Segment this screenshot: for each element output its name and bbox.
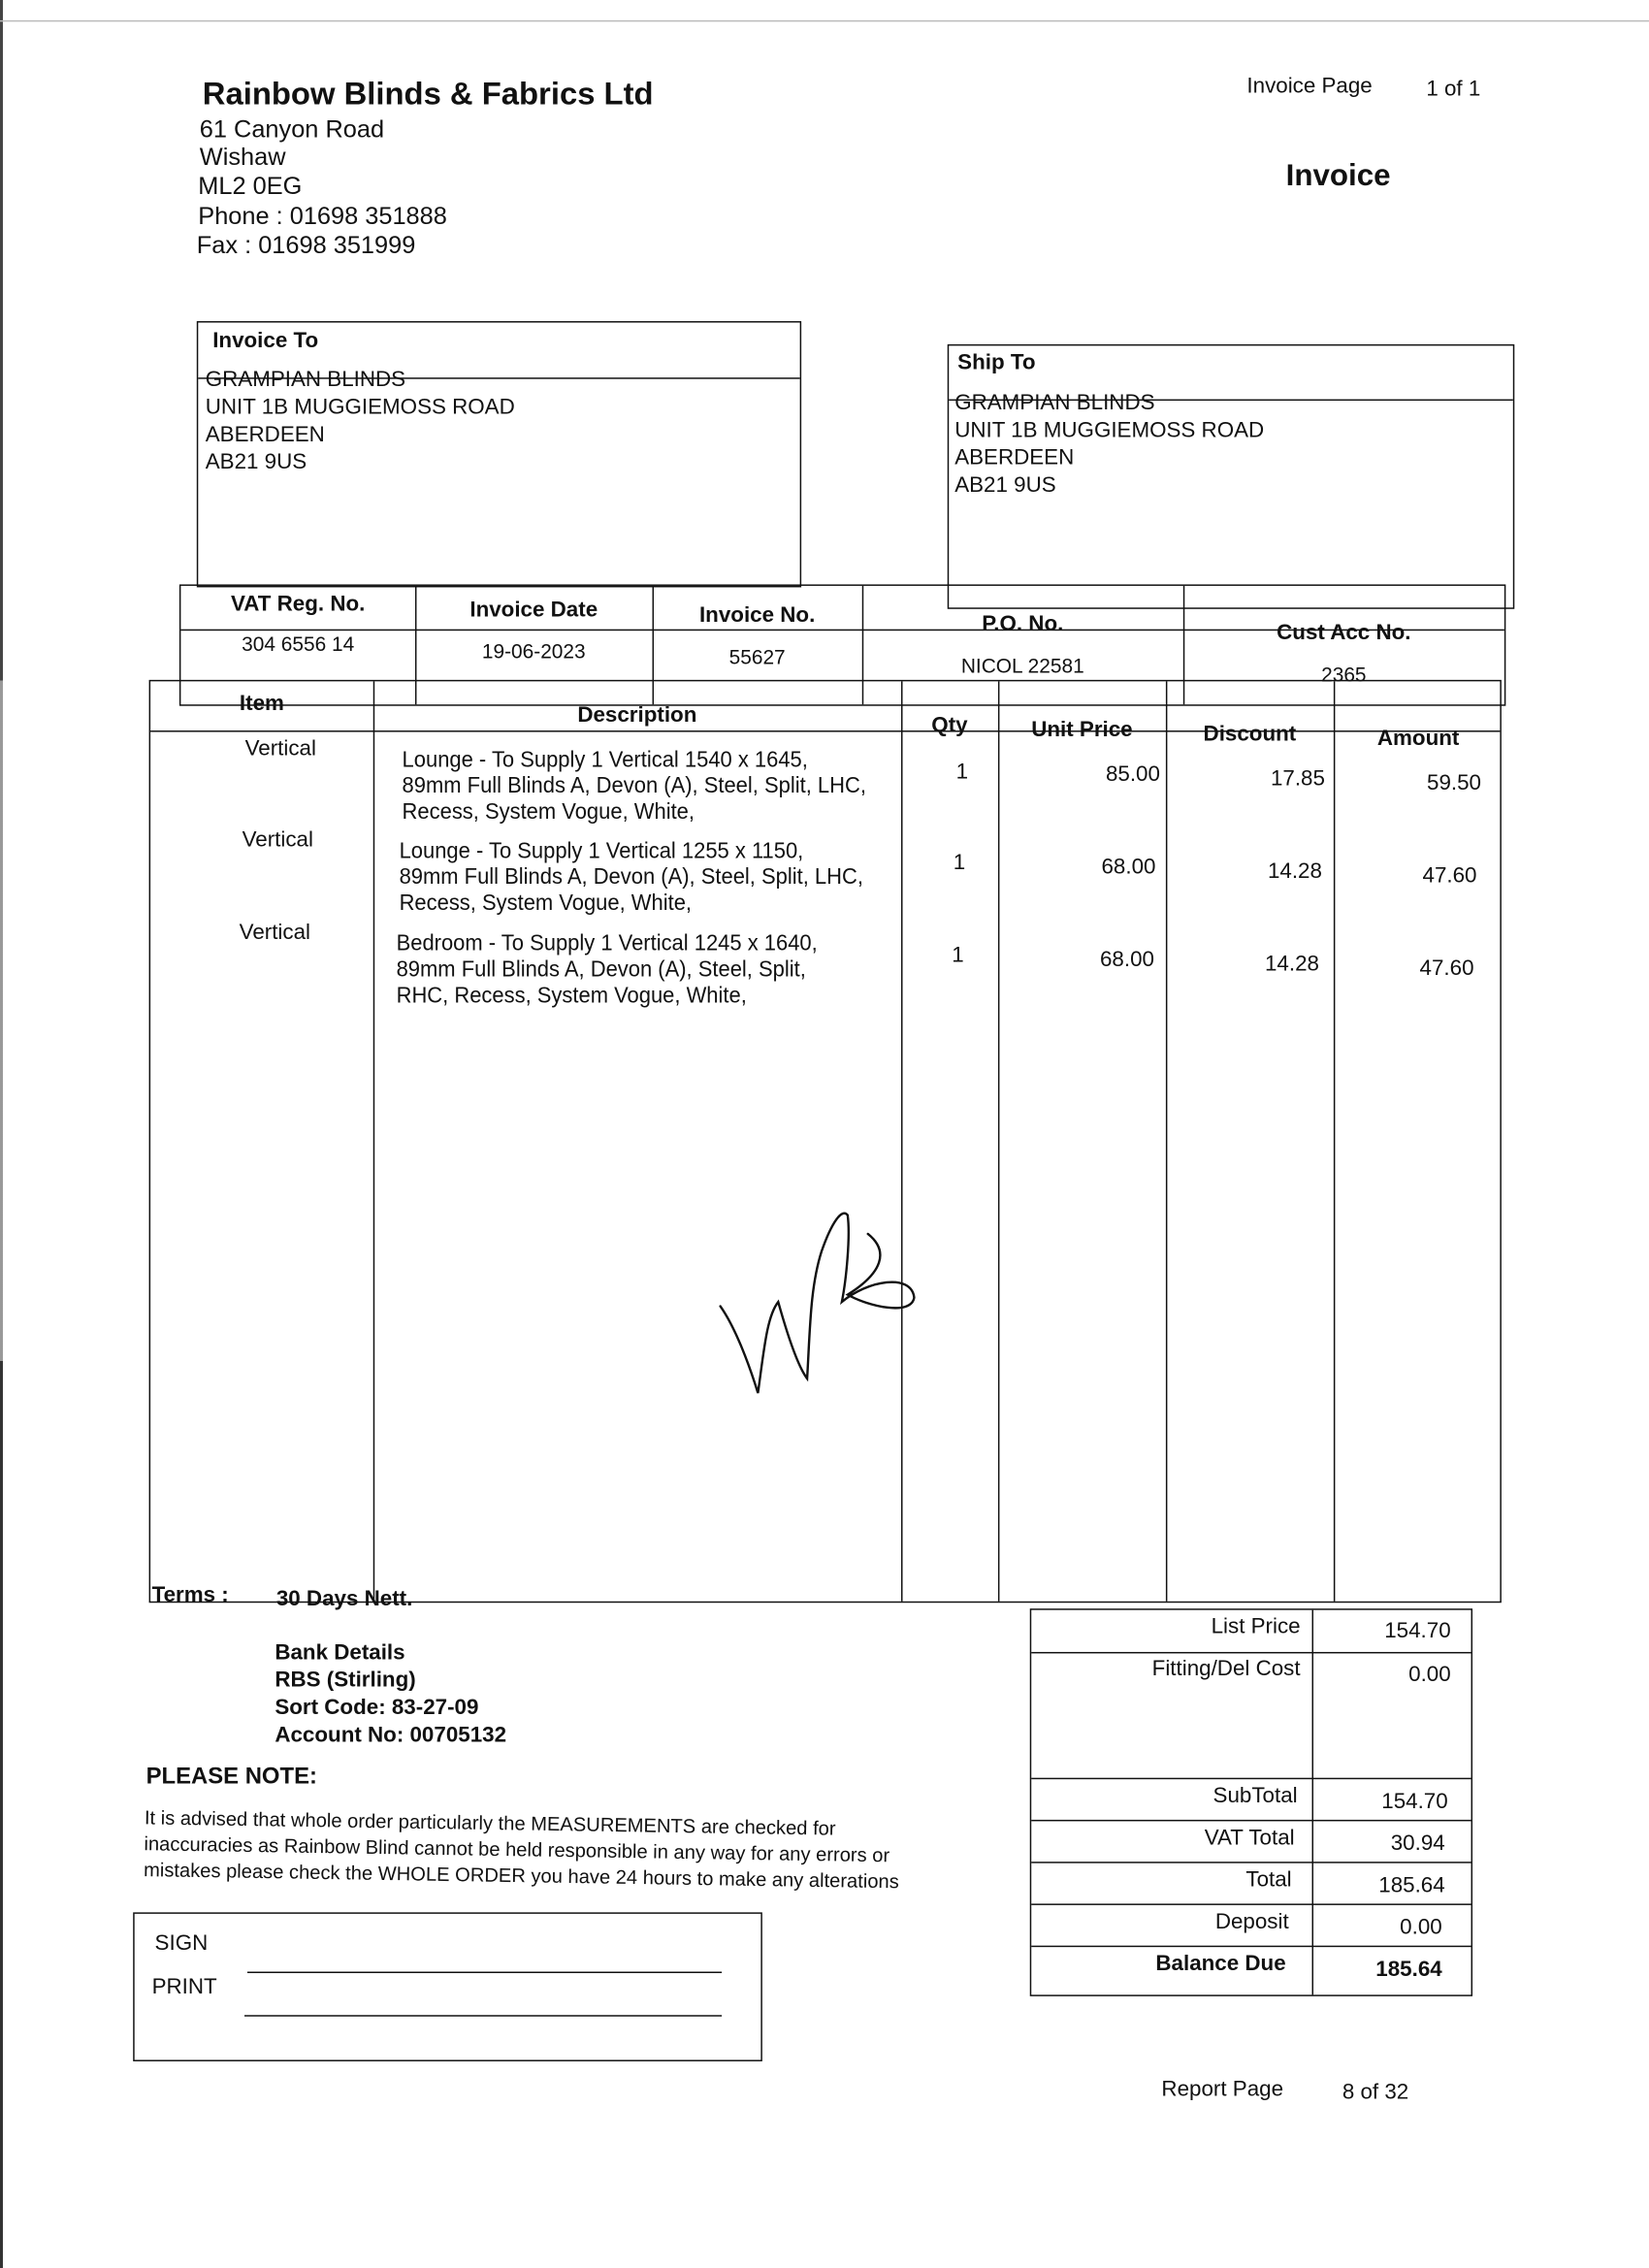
row-description: Lounge - To Supply 1 Vertical 1540 x 1645, 89mm Full Blinds A, Devon (A), Steel, Split, LHC, Recess, System Vogue, White, <box>402 747 866 825</box>
row-description: Bedroom - To Supply 1 Vertical 1245 x 1640, 89mm Full Blinds A, Devon (A), Steel, Split, RHC, Recess, System Vogue, White, <box>396 931 818 1009</box>
row-unit-price: 68.00 <box>1099 947 1154 973</box>
note-line: mistakes please check the WHOLE ORDER you have 24 hours to make any alterations <box>143 1859 899 1893</box>
vat-reg-header: VAT Reg. No. <box>231 591 366 617</box>
vat-total-value: 30.94 <box>1390 1831 1445 1857</box>
row-amount: 47.60 <box>1419 956 1474 982</box>
cust-acc-header: Cust Acc No. <box>1277 620 1411 646</box>
bank-details-title: Bank Details <box>275 1640 405 1666</box>
company-address-1: 61 Canyon Road <box>199 115 385 144</box>
row-description: Lounge - To Supply 1 Vertical 1255 x 1150, 89mm Full Blinds A, Devon (A), Steel, Split, LHC, Recess, System Vogue, White, <box>399 838 863 916</box>
account-no: Account No: 00705132 <box>275 1723 507 1748</box>
print-line[interactable] <box>244 2015 722 2016</box>
cust-acc-value: 2365 <box>1321 662 1367 686</box>
amount-header: Amount <box>1376 726 1460 751</box>
company-address-3: ML2 0EG <box>198 172 303 200</box>
list-price-label: List Price <box>1211 1614 1301 1639</box>
address-line: ABERDEEN <box>954 445 1075 470</box>
sign-label: SIGN <box>154 1930 209 1957</box>
row-qty: 1 <box>952 943 964 968</box>
total-value: 185.64 <box>1378 1873 1445 1898</box>
company-fax: Fax : 01698 351999 <box>196 231 416 259</box>
terms-label: Terms : <box>151 1582 229 1607</box>
row-unit-price: 68.00 <box>1101 855 1156 880</box>
invoice-to-box <box>197 321 801 587</box>
invoice-no-value: 55627 <box>728 645 786 668</box>
row-discount: 14.28 <box>1264 952 1319 977</box>
print-label: PRINT <box>151 1974 217 1999</box>
item-header: Item <box>239 691 284 717</box>
scan-line <box>0 20 1649 21</box>
address-line: AB21 9US <box>205 449 307 475</box>
report-page-label: Report Page <box>1161 2077 1284 2102</box>
address-line: ABERDEEN <box>205 422 325 447</box>
sign-line[interactable] <box>247 1972 722 1973</box>
ship-to-box <box>948 344 1515 609</box>
qty-header: Qty <box>931 713 968 738</box>
invoice-date-value: 19-06-2023 <box>481 639 586 663</box>
address-line: GRAMPIAN BLINDS <box>954 390 1155 415</box>
fitting-value: 0.00 <box>1408 1662 1451 1687</box>
document-title: Invoice <box>1285 159 1391 193</box>
row-amount: 59.50 <box>1426 770 1481 796</box>
address-line: UNIT 1B MUGGIEMOSS ROAD <box>954 417 1265 443</box>
items-table <box>149 680 1502 1603</box>
row-unit-price: 85.00 <box>1105 761 1160 788</box>
list-price-value: 154.70 <box>1384 1618 1451 1644</box>
ship-to-label: Ship To <box>957 349 1036 375</box>
balance-due-label: Balance Due <box>1155 1951 1286 1976</box>
row-qty: 1 <box>953 850 966 876</box>
row-qty: 1 <box>955 759 969 785</box>
bank-name: RBS (Stirling) <box>275 1668 416 1693</box>
total-label: Total <box>1245 1867 1292 1893</box>
description-header: Description <box>577 702 697 729</box>
invoice-to-label: Invoice To <box>212 328 319 353</box>
ship-to-address <box>954 389 1264 499</box>
invoice-to-address <box>206 366 515 475</box>
po-no-header: P.O. No. <box>982 611 1064 637</box>
row-item: Vertical <box>242 826 313 853</box>
page-label: Invoice Page <box>1246 74 1373 99</box>
balance-due-value: 185.64 <box>1375 1957 1442 1982</box>
row-item: Vertical <box>239 920 311 945</box>
unit-price-header: Unit Price <box>1031 717 1133 742</box>
please-note-title: PLEASE NOTE: <box>146 1765 317 1790</box>
terms-value: 30 Days Nett. <box>275 1586 413 1612</box>
address-line: GRAMPIAN BLINDS <box>205 367 406 393</box>
scan-edge <box>0 0 3 2268</box>
address-line: AB21 9US <box>954 472 1056 498</box>
row-discount: 14.28 <box>1267 859 1322 885</box>
address-line: UNIT 1B MUGGIEMOSS ROAD <box>205 395 515 420</box>
page-value: 1 of 1 <box>1426 77 1481 102</box>
note-line: It is advised that whole order particularly the MEASUREMENTS are checked for <box>144 1806 836 1840</box>
row-discount: 17.85 <box>1270 766 1325 792</box>
vat-reg-value: 304 6556 14 <box>242 632 355 656</box>
fitting-label: Fitting/Del Cost <box>1151 1656 1301 1681</box>
deposit-label: Deposit <box>1214 1909 1289 1934</box>
company-address-2: Wishaw <box>199 143 286 171</box>
subtotal-label: SubTotal <box>1212 1783 1298 1808</box>
note-line: inaccuracies as Rainbow Blind cannot be held responsible in any way for any errors or <box>144 1832 890 1866</box>
po-no-value: NICOL 22581 <box>960 654 1084 677</box>
handwritten-signature-mb <box>709 1193 926 1403</box>
row-item: Vertical <box>244 736 316 761</box>
subtotal-value: 154.70 <box>1381 1789 1448 1814</box>
vat-total-label: VAT Total <box>1204 1825 1295 1851</box>
invoice-date-header: Invoice Date <box>469 597 598 623</box>
deposit-value: 0.00 <box>1400 1915 1442 1940</box>
row-amount: 47.60 <box>1422 863 1477 889</box>
company-phone: Phone : 01698 351888 <box>198 202 447 231</box>
invoice-no-header: Invoice No. <box>698 602 816 629</box>
totals-box <box>1030 1608 1472 1996</box>
bank-details <box>275 1639 506 1749</box>
discount-header: Discount <box>1203 722 1297 747</box>
company-name: Rainbow Blinds & Fabrics Ltd <box>202 75 654 112</box>
sort-code: Sort Code: 83-27-09 <box>275 1695 479 1721</box>
please-note-text <box>144 1805 900 1895</box>
sign-print-box <box>133 1912 762 2061</box>
report-page-value: 8 of 32 <box>1342 2080 1409 2105</box>
